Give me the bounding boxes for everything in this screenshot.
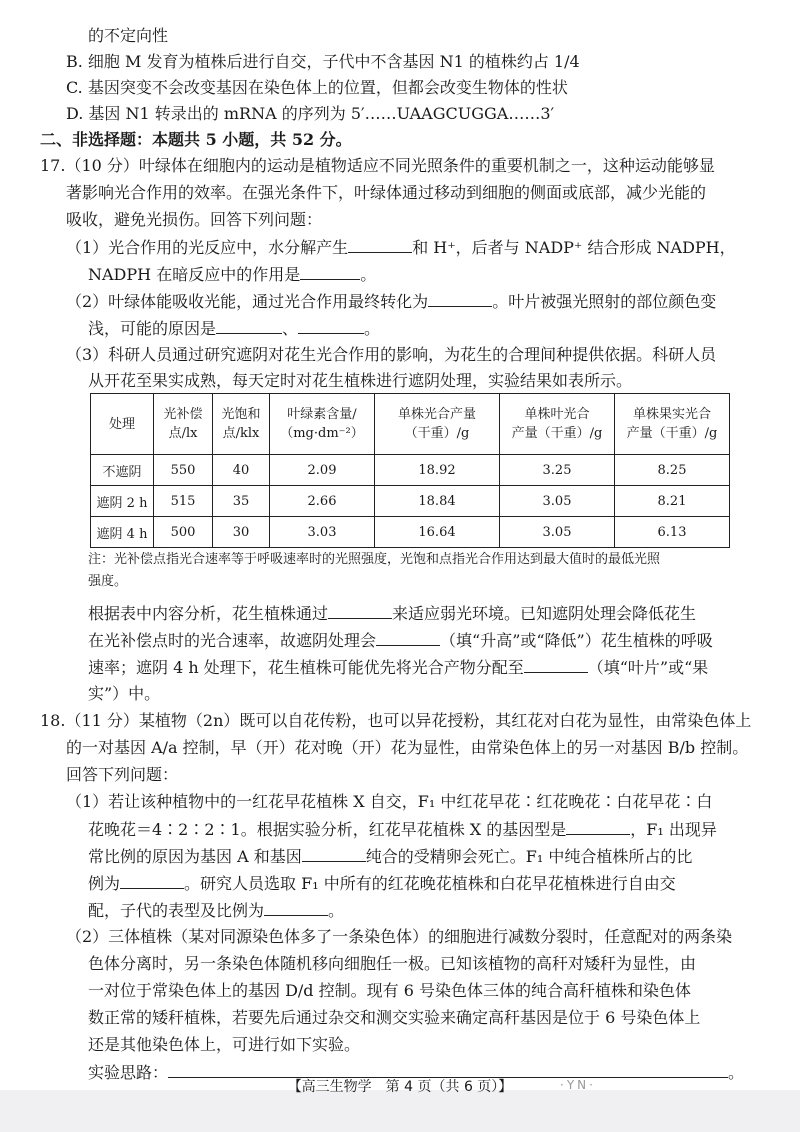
table-cell: 遮阴 4 h (91, 517, 154, 548)
table-cell: 500 (154, 517, 213, 548)
q18-part2-line-3: 一对位于常染色体上的基因 D/d 控制。现有 6 号染色体三体的纯合高秆植株和染色体 (88, 981, 691, 1000)
q18-part2-line-5: 还是其他染色体上，可进行如下实验。 (88, 1035, 361, 1054)
table-cell: 550 (154, 455, 213, 486)
table-note-line-2: 强度。 (88, 574, 128, 589)
q17-stem-line-3: 吸收，避免光损伤。回答下列问题： (66, 210, 323, 229)
q18-part2-line-1: （2）三体植株（某对同源染色体多了一条染色体）的细胞进行减数分裂时，任意配对的两条染 (66, 927, 733, 946)
q17-analysis-line-1: 根据表中内容分析，花生植株通过 来适应弱光环境。已知遮阴处理会降低花生 (88, 604, 697, 623)
answer-blank[interactable] (348, 237, 412, 253)
answer-blank[interactable] (566, 819, 630, 835)
table-cell: 515 (154, 486, 213, 517)
table-cell: 6.13 (615, 517, 730, 548)
section-heading: 二、非选择题：本题共 5 小题，共 52 分。 (40, 130, 352, 149)
table-cell: 3.05 (500, 517, 615, 548)
answer-blank[interactable] (264, 900, 328, 916)
table-header-row (91, 394, 730, 455)
table-cell: 16.64 (375, 517, 500, 548)
table-cell: 不遮阴 (91, 455, 154, 486)
table-cell: 2.66 (270, 486, 375, 517)
q17-part3-line-2: 从开花至果实成熟，每天定时对花生植株进行遮阴处理，实验结果如表所示。 (88, 371, 633, 390)
table-cell: 35 (213, 486, 270, 517)
table-header-cell: 光补偿 点/lx (154, 394, 213, 455)
table-cell: 30 (213, 517, 270, 548)
table-note-line-1: 注：光补偿点指光合速率等于呼吸速率时的光照强度，光饱和点指光合作用达到最大值时的最低光照 (88, 552, 661, 567)
table-header-cell: 处理 (91, 394, 154, 455)
answer-blank[interactable] (300, 264, 360, 280)
q17-part2-line-1: （2）叶绿体能吸收光能，通过光合作用最终转化为 。叶片被强光照射的部位颜色变 (66, 292, 717, 311)
q17-analysis-line-2: 在光补偿点时的光合速率，故遮阴处理会 （填“升高”或“降低”）花生植株的呼吸 (88, 631, 713, 650)
q18-part2-line-4: 数正常的矮秆植株，若要先后通过杂交和测交实验来确定高秆基因是位于 6 号染色体上 (88, 1008, 701, 1027)
answer-blank[interactable] (328, 603, 392, 619)
footer-mark: ·YN· (560, 1078, 596, 1092)
table-row (91, 486, 730, 517)
q18-part1-line-5: 配，子代的表型及比例为 。 (88, 901, 345, 920)
q18-part1-line-4: 例为 。研究人员选取 F₁ 中所有的红花晚花植株和白花早花植株进行自由交 (88, 874, 676, 893)
answer-blank[interactable] (428, 291, 492, 307)
answer-blank[interactable] (302, 846, 366, 862)
table-cell: 18.84 (375, 486, 500, 517)
q18-part1-line-2: 花晚花＝4∶2∶2∶1。根据实验分析，红花早花植株 X 的基因型是 ，F₁ 出现异 (88, 820, 717, 839)
table-header-cell: 叶绿素含量/ （mg·dm⁻²） (270, 394, 375, 455)
answer-blank[interactable] (120, 873, 184, 889)
shading-results-table (90, 393, 730, 548)
table-row (91, 517, 730, 548)
bottom-strip (0, 1090, 800, 1132)
table-cell: 2.09 (270, 455, 375, 486)
table-cell: 3.25 (500, 455, 615, 486)
option-a-tail: 的不定向性 (88, 26, 169, 45)
answer-blank[interactable] (298, 318, 364, 334)
page-footer: 【高三生物学 第 4 页（共 6 页）】 (287, 1079, 513, 1095)
table-cell: 18.92 (375, 455, 500, 486)
table-header-cell: 单株叶光合 产量（干重）/g (500, 394, 615, 455)
q17-analysis-line-3: 速率；遮阴 4 h 处理下，花生植株可能优先将光合产物分配至 （填“叶片”或“果 (88, 658, 709, 677)
q17-part1-line-2: NADPH 在暗反应中的作用是 。 (88, 265, 377, 284)
q17-analysis-line-4: 实”）中。 (88, 684, 161, 703)
table-header-cell: 单株果实光合 产量（干重）/g (615, 394, 730, 455)
table-header-cell: 光饱和 点/klx (213, 394, 270, 455)
q17-part1-line-1: （1）光合作用的光反应中，水分解产生 和 H⁺，后者与 NADP⁺ 结合形成 NADPH， (66, 238, 736, 257)
q18-part1-line-3: 常比例的原因为基因 A 和基因 纯合的受精卵会死亡。F₁ 中纯合植株所占的比 (88, 847, 693, 866)
q18-stem-line-1: 18.（11 分）某植物（2n）既可以自花传粉，也可以异花授粉，其红花对白花为显性，由常染色体上 (40, 711, 752, 730)
q17-stem-line-1: 17.（10 分）叶绿体在细胞内的运动是植物适应不同光照条件的重要机制之一，这种运动能够显 (40, 156, 715, 175)
table-row (91, 455, 730, 486)
table-cell: 8.25 (615, 455, 730, 486)
table-cell: 遮阴 2 h (91, 486, 154, 517)
table-cell: 3.03 (270, 517, 375, 548)
option-b: B. 细胞 M 发育为植株后进行自交，子代中不含基因 N1 的植株约占 1/4 (66, 52, 580, 71)
q17-stem-line-2: 著影响光合作用的效率。在强光条件下，叶绿体通过移动到细胞的侧面或底部，减少光能的 (66, 183, 707, 202)
answer-blank[interactable] (216, 318, 282, 334)
q17-part2-line-2: 浅，可能的原因是 、 。 (88, 319, 381, 338)
answer-blank[interactable] (376, 630, 440, 646)
q18-stem-line-3: 回答下列问题： (66, 765, 179, 784)
answer-blank[interactable] (524, 657, 588, 673)
table-cell: 3.05 (500, 486, 615, 517)
q18-part1-line-1: （1）若让该种植物中的一红花早花植株 X 自交，F₁ 中红花早花∶红花晚花∶白花早花∶白 (66, 792, 713, 811)
q17-part3-line-1: （3）科研人员通过研究遮阴对花生光合作用的影响，为花生的合理间种提供依据。科研人员 (66, 345, 717, 364)
q18-stem-line-2: 的一对基因 A/a 控制，早（开）花对晚（开）花为显性，由常染色体上的另一对基因 B/b 控制。 (66, 738, 749, 757)
q18-part2-line-2: 色体分离时，另一条染色体随机移向细胞任一极。已知该植物的高秆对矮秆为显性，由 (88, 954, 697, 973)
experiment-idea-line: 实验思路： 。 (88, 1063, 745, 1082)
table-cell: 8.21 (615, 486, 730, 517)
option-d: D. 基因 N1 转录出的 mRNA 的序列为 5′……UAAGCUGGA……3′ (66, 104, 555, 123)
table-cell: 40 (213, 455, 270, 486)
table-header-cell: 单株光合产量 （干重）/g (375, 394, 500, 455)
option-c: C. 基因突变不会改变基因在染色体上的位置，但都会改变生物体的性状 (66, 78, 568, 97)
